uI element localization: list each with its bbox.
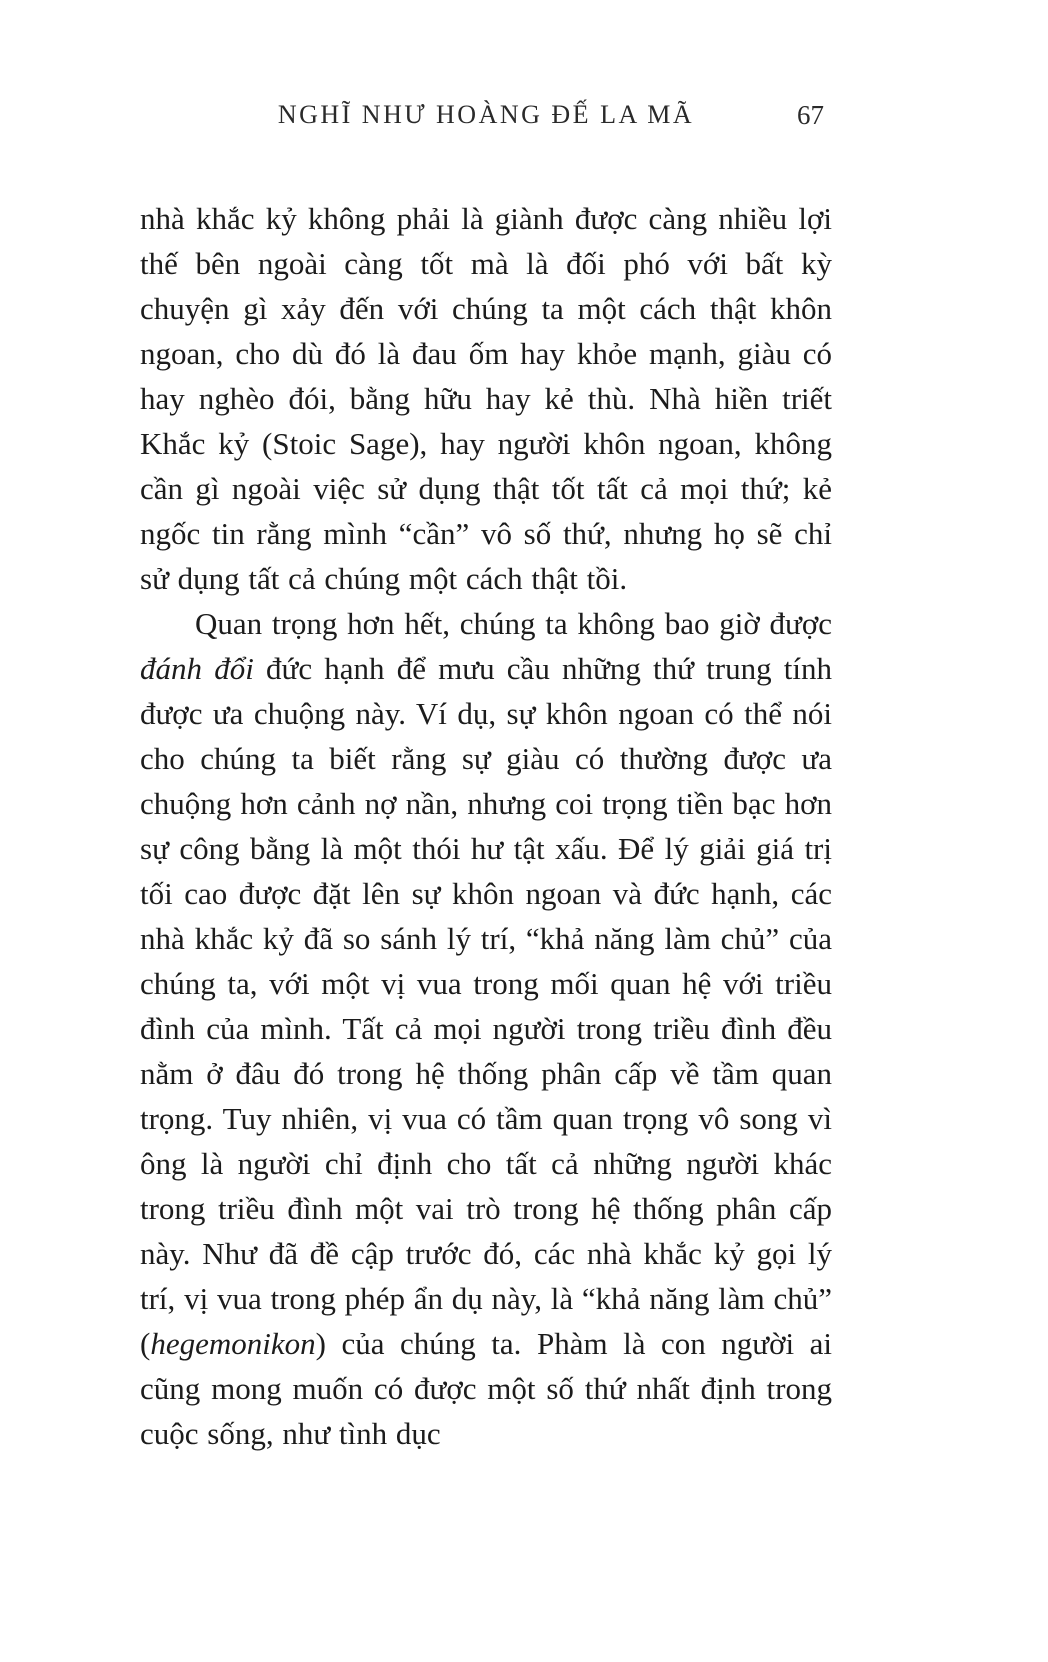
running-title: NGHĨ NHƯ HOÀNG ĐẾ LA MÃ	[277, 100, 695, 129]
paragraph	[140, 196, 832, 601]
text-block	[140, 196, 832, 1456]
text-segment: nhà khắc kỷ không phải là giành được càng nhiều lợi thế bên ngoài càng tốt mà là đối phó với bất kỳ chuyện gì xảy đến với chúng ta một cách thật khôn ngoan, cho dù đó là đau ốm hay khỏe mạnh, giàu có hay nghèo đói, bằng hữu hay kẻ thù. Nhà hiền triết Khắc kỷ (Stoic Sage), hay người khôn ngoan, không cần gì ngoài việc sử dụng thật tốt tất cả mọi thứ; kẻ ngốc tin rằng mình “cần” vô số thứ, nhưng họ sẽ chỉ sử dụng tất cả chúng một cách thật tồi.	[140, 201, 832, 596]
italic-text-segment: đánh đổi	[140, 651, 254, 686]
text-segment: ) của chúng ta. Phàm là con người ai cũng mong muốn có được một số thứ nhất định trong cuộc sống, như tình dục	[140, 1326, 832, 1451]
page-header	[140, 100, 832, 140]
text-segment: Quan trọng hơn hết, chúng ta không bao giờ được	[195, 606, 832, 641]
paragraph	[140, 601, 832, 1456]
text-segment: đức hạnh để mưu cầu những thứ trung tính được ưa chuộng này. Ví dụ, sự khôn ngoan có thể nói cho chúng ta biết rằng sự giàu có thường được ưa chuộng hơn cảnh nợ nần, nhưng coi trọng tiền bạc hơn sự công bằng là một thói hư tật xấu. Để lý giải giá trị tối cao được đặt lên sự khôn ngoan và đức hạnh, các nhà khắc kỷ đã so sánh lý trí, “khả năng làm chủ” của chúng ta, với một vị vua trong mối quan hệ với triều đình của mình. Tất cả mọi người trong triều đình đều nằm ở đâu đó trong hệ thống phân cấp về tầm quan trọng. Tuy nhiên, vị vua có tầm quan trọng vô song vì ông là người chỉ định cho tất cả những người khác trong triều đình một vai trò trong hệ thống phân cấp này. Như đã đề cập trước đó, các nhà khắc kỷ gọi lý trí, vị vua trong phép ẩn dụ này, là “khả năng làm chủ” (	[140, 651, 832, 1361]
page-number: 67	[797, 100, 824, 130]
italic-text-segment: hegemonikon	[150, 1326, 316, 1361]
